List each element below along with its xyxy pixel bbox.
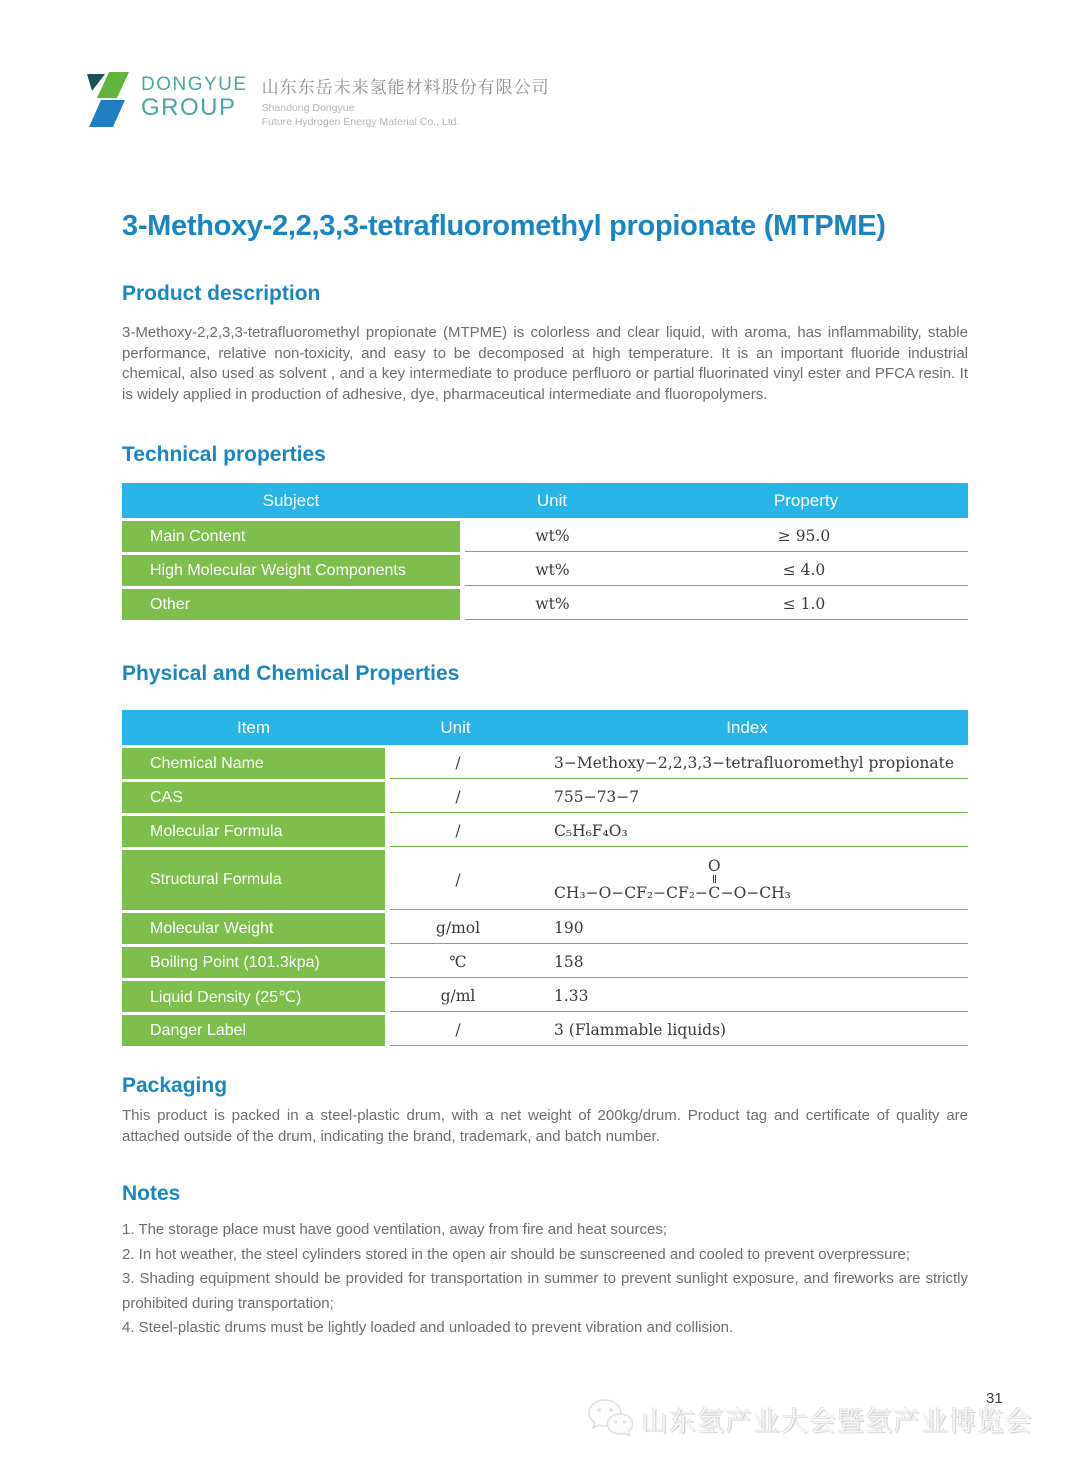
table-row-structural-formula: Structural Formula / CH₃−O−CF₂−CF₂− O C −O−CH₃ bbox=[122, 850, 968, 910]
table-row: Molecular Formula / C₅H₆F₄O₃ bbox=[122, 816, 968, 847]
packaging-text: This product is packed in a steel-plastic drum, with a net weight of 200kg/drum. Product tag and certificate of quality are attached outside of the drum, indicating the brand, trademark, and batch number. bbox=[122, 1107, 968, 1145]
company-name-cn: 山东东岳未来氢能材料股份有限公司 bbox=[261, 78, 550, 97]
table-row: Chemical Name / 3−Methoxy−2,2,3,3−tetrafluoromethyl propionate bbox=[122, 748, 968, 779]
note-item: 1. The storage place must have good ventilation, away from fire and heat sources; bbox=[122, 1221, 668, 1238]
page-title: 3-Methoxy-2,2,3,3-tetrafluoromethyl propionate (MTPME) bbox=[122, 210, 886, 242]
notes-list bbox=[122, 1218, 968, 1341]
column-header-item: Item bbox=[236, 717, 271, 737]
company-header bbox=[85, 70, 550, 129]
table-row: Boiling Point (101.3kpa) ℃ 158 bbox=[122, 947, 968, 978]
section-heading-notes: Notes bbox=[122, 1182, 181, 1205]
page-number: 31 bbox=[986, 1390, 1003, 1407]
table-row: High Molecular Weight Components wt% ≤ 4.0 bbox=[122, 555, 968, 586]
product-description-text: 3-Methoxy-2,2,3,3-tetrafluoromethyl propionate (MTPME) is colorless and clear liquid, with aroma, has inflammability, stable performance, relative non-toxicity, and easy to be decomposed at high temperature. It is an important fluoride industrial chemical, also used as solvent , and a key intermediate to produce perfluoro or partial fluorinated vinyl ester and PFCA resin. It is widely applied in production of adhesive, dye, pharmaceutical intermediate and fluoropolymers. bbox=[122, 324, 968, 403]
section-heading-packaging: Packaging bbox=[122, 1074, 228, 1097]
note-item: 2. In hot weather, the steel cylinders stored in the open air should be sunscreened and cooled to prevent overpressure; bbox=[122, 1245, 910, 1263]
section-heading-product-description: Product description bbox=[122, 282, 321, 305]
table-row: CAS / 755−73−7 bbox=[122, 782, 968, 813]
logo-wordmark bbox=[141, 75, 248, 120]
logo-line2: GROUP bbox=[141, 94, 237, 121]
table-row: Main Content wt% ≥ 95.0 bbox=[122, 521, 968, 552]
note-item: 3. Shading equipment should be provided for transportation in summer to prevent sunlight exposure, and fireworks are strictly prohibited during transportation; bbox=[122, 1270, 968, 1312]
physical-chemical-table bbox=[122, 710, 968, 1046]
dongyue-logo-icon bbox=[85, 70, 131, 128]
company-names bbox=[262, 73, 550, 129]
table-row: Liquid Density (25℃) g/ml 1.33 bbox=[122, 981, 968, 1012]
column-header-unit: Unit bbox=[440, 717, 471, 737]
column-header-property: Property bbox=[773, 490, 839, 510]
column-header-unit: Unit bbox=[536, 490, 568, 510]
note-item: 4. Steel-plastic drums must be lightly loaded and unloaded to prevent vibration and collision. bbox=[122, 1319, 734, 1336]
column-header-subject: Subject bbox=[262, 490, 320, 510]
table-header-row bbox=[122, 483, 968, 518]
table-row: Danger Label / 3 (Flammable liquids) bbox=[122, 1015, 968, 1046]
table-row: Other wt% ≤ 1.0 bbox=[122, 589, 968, 620]
section-heading-technical-properties: Technical properties bbox=[122, 443, 326, 466]
logo-line1: DONGYUE bbox=[141, 74, 248, 95]
table-header-row bbox=[122, 710, 968, 745]
column-header-index: Index bbox=[726, 717, 768, 737]
technical-properties-table bbox=[122, 483, 968, 620]
wechat-icon bbox=[585, 1396, 637, 1442]
table-row: Molecular Weight g/mol 190 bbox=[122, 913, 968, 944]
section-heading-physical-chemical: Physical and Chemical Properties bbox=[122, 662, 460, 685]
footer-watermark bbox=[585, 1396, 1033, 1442]
double-bond-icon bbox=[713, 875, 716, 883]
company-name-en: Shandong Dongyue Future Hydrogen Energy Material Co., Ltd. bbox=[261, 102, 460, 129]
watermark-text: 山东氢产业大会暨氢产业博览会 bbox=[641, 1406, 1033, 1437]
structural-formula: CH₃−O−CF₂−CF₂− O C −O−CH₃ bbox=[554, 856, 791, 902]
